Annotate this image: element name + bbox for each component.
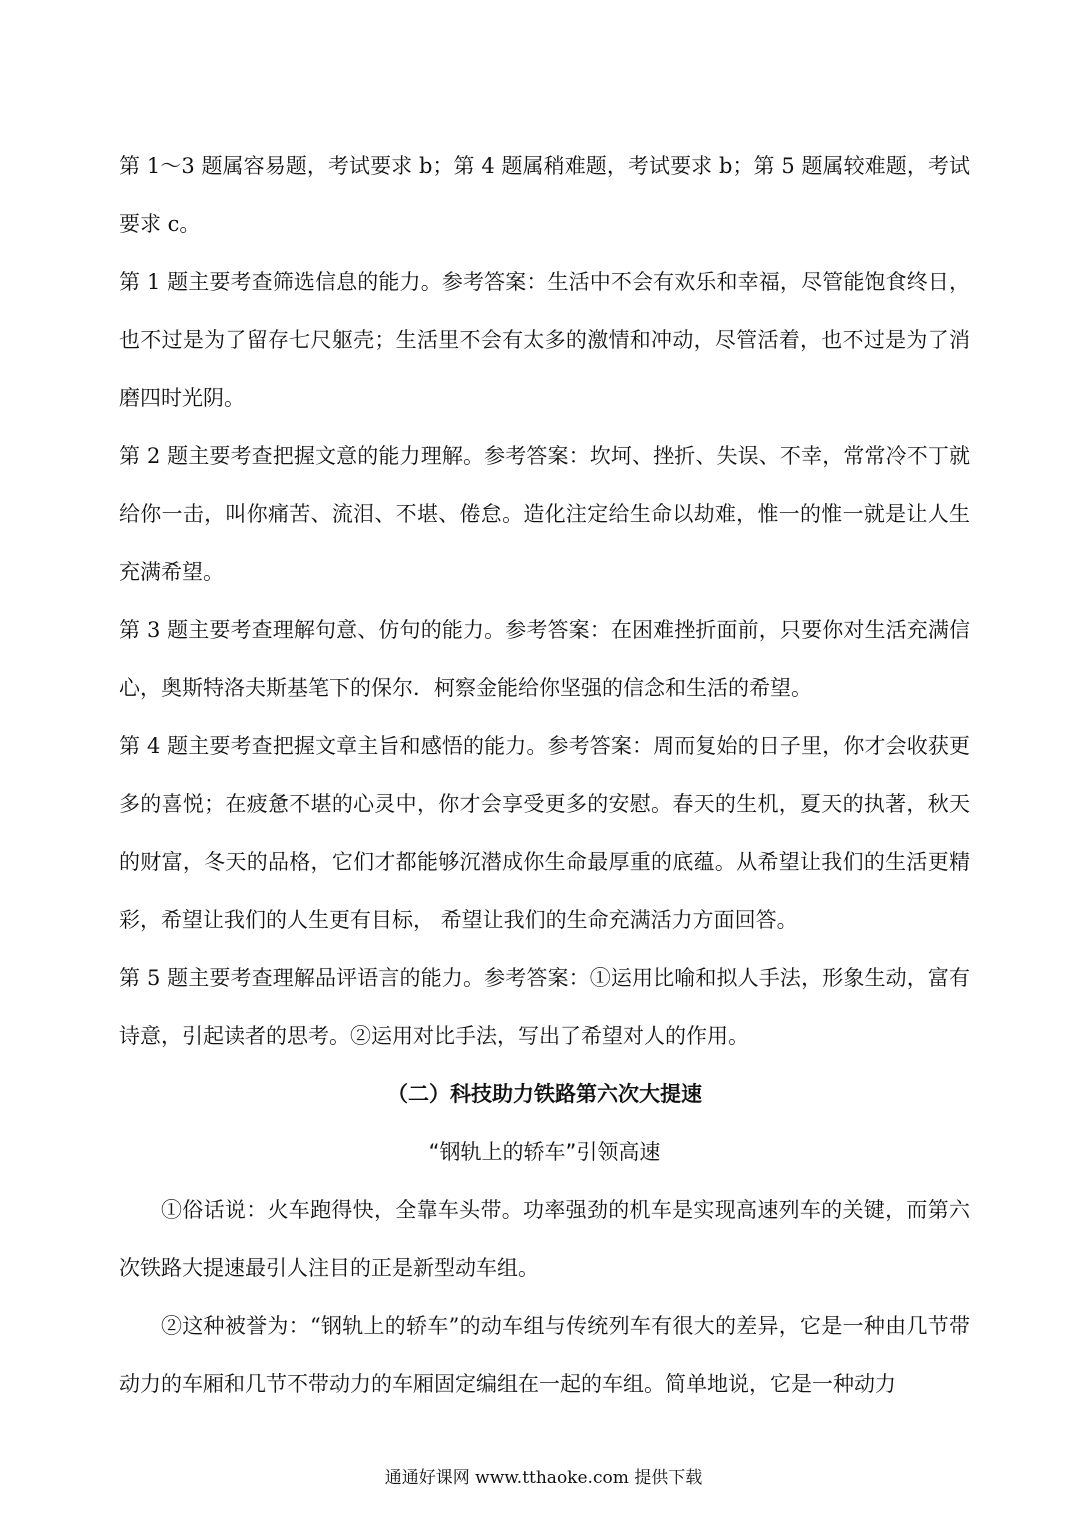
section-subtitle: “钢轨上的轿车”引领高速 xyxy=(428,1140,661,1164)
document-page xyxy=(119,137,970,1413)
answer-note-q3: 第 3 题主要考查理解句意、仿句的能力。参考答案：在困难挫折面前，只要你对生活充满信心，奥斯特洛夫斯基笔下的保尔．柯察金能给你坚强的信念和生活的希望。 xyxy=(119,618,970,700)
section-title: （二）科技助力铁路第六次大提速 xyxy=(387,1081,702,1106)
answer-note-q1: 第 1 题主要考查筛选信息的能力。参考答案：生活中不会有欢乐和幸福，尽管能饱食终日，也不过是为了留存七尺躯壳；生活里不会有太多的激情和冲动，尽管活着，也不过是为了消磨四时光阴。 xyxy=(119,270,970,410)
answer-note-q5: 第 5 题主要考查理解品评语言的能力。参考答案：①运用比喻和拟人手法，形象生动，富有诗意，引起读者的思考。②运用对比手法，写出了希望对人的作用。 xyxy=(119,966,970,1048)
body-paragraph-2: ②这种被誉为：“钢轨上的轿车”的动车组与传统列车有很大的差异，它是一种由几节带动力的车厢和几节不带动力的车厢固定编组在一起的车组。简单地说，它是一种动力 xyxy=(119,1314,970,1396)
body-paragraph-1: ①俗话说：火车跑得快，全靠车头带。功率强劲的机车是实现高速列车的关键，而第六次铁路大提速最引人注目的正是新型动车组。 xyxy=(119,1198,970,1280)
answer-note-q2: 第 2 题主要考查把握文意的能力理解。参考答案：坎坷、挫折、失误、不幸，常常冷不丁就给你一击，叫你痛苦、流泪、不堪、倦怠。造化注定给生命以劫难，惟一的惟一就是让人生充满希望。 xyxy=(119,444,970,584)
page-footer: 通通好课网 www.tthaoke.com 提供下载 xyxy=(384,1468,703,1488)
answer-note-q4: 第 4 题主要考查把握文章主旨和感悟的能力。参考答案：周而复始的日子里，你才会收获更多的喜悦；在疲惫不堪的心灵中，你才会享受更多的安慰。春天的生机，夏天的执著，秋天的财富，冬天的品格，它们才都能够沉潜成你生命最厚重的底蕴。从希望让我们的生活更精彩，希望让我们的人生更有目标， 希望让我们的生命充满活力方面回答。 xyxy=(119,734,970,932)
answer-note-difficulty: 第 1～3 题属容易题，考试要求 b；第 4 题属稍难题，考试要求 b；第 5 题属较难题，考试要求 c。 xyxy=(119,154,970,236)
